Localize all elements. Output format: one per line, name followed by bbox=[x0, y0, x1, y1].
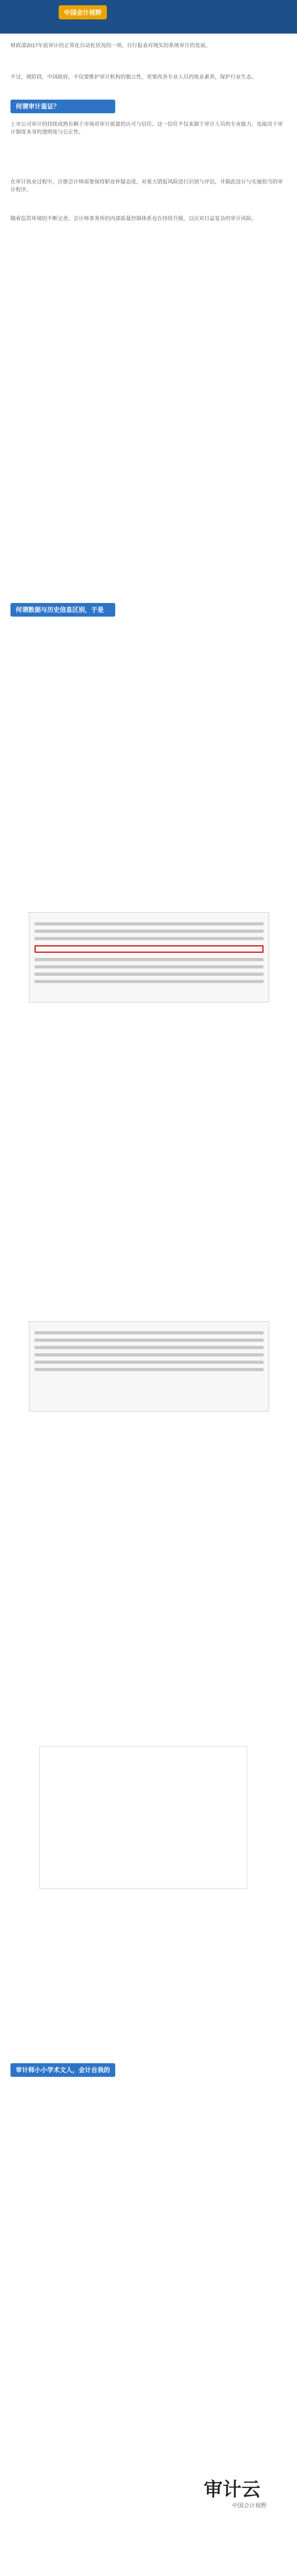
section-title: 审计师小小学术文人，会计自我的主义？ bbox=[10, 2063, 115, 2077]
footer-subtitle: 中国会计视野 bbox=[232, 2503, 267, 2509]
document-image bbox=[29, 1321, 269, 1411]
doc-line bbox=[35, 965, 263, 968]
doc-line bbox=[35, 1339, 263, 1342]
doc-highlight bbox=[35, 945, 263, 953]
doc-line bbox=[35, 958, 263, 961]
doc-line bbox=[35, 1353, 263, 1356]
paragraph: 财政部2017年底审计的正常化自动化状况的一项，自行报表对现实的系统审计的发展。 bbox=[10, 43, 211, 49]
doc-line bbox=[35, 980, 263, 983]
paragraph: 在审计执业过程中，注册会计师需要保持职业怀疑态度，对重大错报风险进行识别与评估，并据此设计与实施恰当的审计程序。 bbox=[10, 179, 283, 193]
document-image bbox=[29, 912, 269, 1003]
paragraph: 上市公司审计的持续成熟有赖于市场对审计质量的认可与信任。这一信任不仅来源于审计人员的专业能力，也取决于审计制度本身的透明度与公正性。 bbox=[10, 122, 283, 135]
doc-line bbox=[35, 1368, 263, 1371]
header-badge: 中国会计视野 bbox=[59, 5, 107, 19]
doc-line bbox=[35, 922, 263, 925]
paragraph: 不过，现阶段，中国政府，不仅要维护审计机构的独立性，更要改善专业人员的执业素养，保护行业生态。 bbox=[10, 74, 257, 80]
doc-line bbox=[35, 937, 263, 940]
doc-line bbox=[35, 1346, 263, 1349]
doc-line bbox=[35, 930, 263, 933]
doc-line bbox=[35, 973, 263, 976]
quote-box bbox=[39, 1746, 247, 1889]
doc-line bbox=[35, 1361, 263, 1364]
paragraph: 随着监管环境的不断完善，会计师事务所的内部质量控制体系也在持续升级，以应对日益复杂的审计风险。 bbox=[10, 216, 257, 222]
section-title: 何谓审计鉴证？ bbox=[10, 100, 115, 113]
top-banner bbox=[0, 0, 297, 34]
doc-line bbox=[35, 1331, 263, 1334]
section-title: 何谓数据与历史信息区别，于是有？ bbox=[10, 603, 115, 617]
footer-logo: 审计云 bbox=[203, 2478, 260, 2500]
